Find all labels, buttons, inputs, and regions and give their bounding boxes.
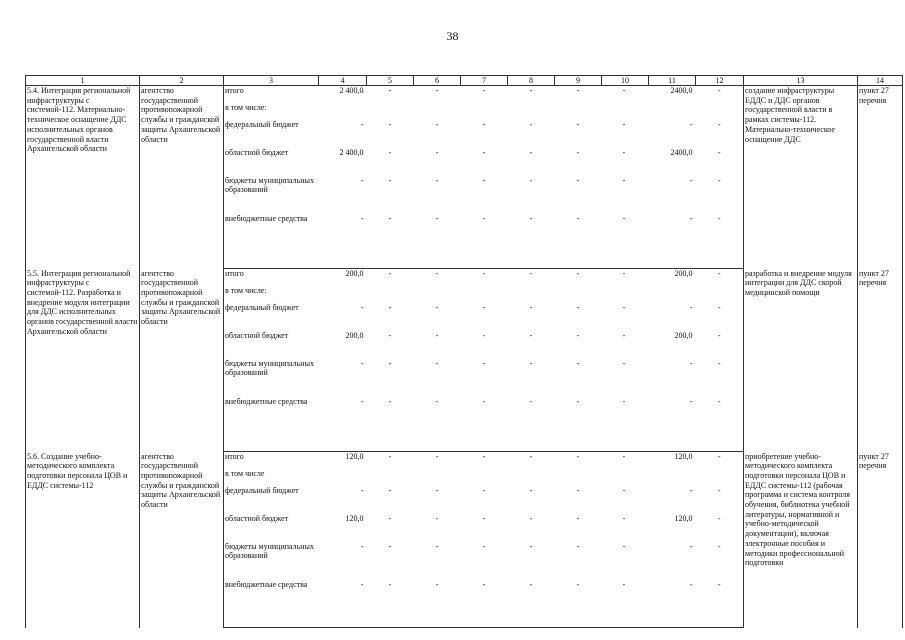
year-value: 120,0 [674,452,693,461]
column-number-row [26,76,903,86]
year-value [414,286,461,303]
activity-title: 5.4. Интеграция региональной инфраструктуры с системой-112. Материально-техническое оснащение ДДС исполнительных органов государственной власти Архангельской области [26,86,140,269]
year-value: - [576,330,580,340]
year-value: - [482,119,486,129]
table-row [26,269,903,286]
year-value: - [717,452,721,461]
year-value: - [717,358,721,368]
year-value: - [576,147,580,157]
total-value: - [360,485,364,495]
year-value: - [622,330,626,340]
year-value: - [435,330,439,340]
year-value: - [508,397,555,452]
total-value [319,103,367,120]
year-value: - [717,119,721,129]
year-value: - [482,513,486,523]
year-value: - [717,302,721,312]
reference: пункт 27 перечня [858,269,903,452]
year-value: - [622,269,626,278]
year-value: - [602,214,649,269]
year-value: - [529,541,533,551]
year-value: - [622,86,626,95]
year-value [508,286,555,303]
funding-source: в том числе: [224,103,319,120]
year-value: - [388,86,392,95]
funding-source: в том числе: [224,286,319,303]
year-value: - [555,214,602,269]
year-value: - [529,86,533,95]
year-value: - [622,452,626,461]
total-value [319,286,367,303]
funding-source: федеральный бюджет [224,120,319,148]
table-row [26,86,903,103]
table-body [26,86,903,628]
total-value: 120,0 [345,452,364,461]
year-value [367,286,414,303]
year-value: - [555,397,602,452]
year-value: - [622,513,626,523]
year-value: - [622,175,626,185]
year-value: - [482,485,486,495]
year-value: - [435,358,439,368]
year-value [555,469,602,486]
column-header: 9 [555,76,602,86]
year-value: - [717,269,721,278]
year-value [696,103,744,120]
program-table [25,75,903,628]
year-value: - [576,269,580,278]
year-value: - [461,397,508,452]
year-value [461,286,508,303]
year-value: - [435,541,439,551]
year-value: 200,0 [674,269,693,278]
year-value: - [576,541,580,551]
year-value: - [622,485,626,495]
year-value: - [461,580,508,628]
funding-source: итого [224,452,319,469]
year-value: - [414,214,461,269]
year-value: - [482,541,486,551]
total-value: - [319,214,367,269]
year-value: - [388,513,392,523]
year-value: - [689,175,693,185]
year-value: - [482,330,486,340]
column-header: 11 [649,76,696,86]
funding-source: итого [224,86,319,103]
year-value: - [461,214,508,269]
total-value: 200,0 [345,269,364,278]
year-value: - [367,397,414,452]
year-value: - [414,580,461,628]
year-value: - [388,119,392,129]
year-value: - [622,147,626,157]
column-header: 13 [744,76,858,86]
year-value: 2400,0 [670,147,693,157]
year-value: - [529,358,533,368]
year-value: - [649,580,696,628]
year-value: - [717,175,721,185]
funding-source: внебюджетные средства [224,397,319,452]
total-value [319,469,367,486]
year-value: - [388,330,392,340]
year-value: 200,0 [674,330,693,340]
year-value: - [529,452,533,461]
expected-result: разработка и внедрение модуля интеграции для ДДС скорой медицинской помощи [744,269,858,452]
expected-result: создание инфраструктуры ЕДДС и ДДС органов государственной власти в рамках системы-112. Материально-техническое оснащение ДДС [744,86,858,269]
column-header: 8 [508,76,555,86]
year-value: - [482,175,486,185]
total-value: - [360,175,364,185]
year-value: - [529,269,533,278]
column-header: 4 [319,76,367,86]
column-header: 10 [602,76,649,86]
year-value: - [696,214,744,269]
year-value: - [696,580,744,628]
year-value [649,469,696,486]
table-row [26,452,903,469]
year-value: - [717,86,721,95]
activity-title: 5.5. Интеграция региональной инфраструктуры с системой-112. Разработка и внедрение модуля интеграции для ДДС исполнительных органов государственной власти Архангельской области [26,269,140,452]
funding-source: итого [224,269,319,286]
total-value: - [360,302,364,312]
year-value: - [689,302,693,312]
year-value: - [649,397,696,452]
year-value: - [388,302,392,312]
year-value: - [529,119,533,129]
total-value: 2 400,0 [339,86,364,95]
funding-source: федеральный бюджет [224,303,319,331]
executor: агентство государственной противопожарной службы и гражданской защиты Архангельской области [140,86,224,269]
year-value: - [508,214,555,269]
executor: агентство государственной противопожарной службы и гражданской защиты Архангельской области [140,269,224,452]
year-value: - [435,119,439,129]
year-value: - [482,147,486,157]
year-value: - [435,175,439,185]
year-value: - [576,86,580,95]
funding-source: бюджеты муниципальных образований [224,542,319,580]
year-value: - [576,452,580,461]
year-value: - [435,147,439,157]
year-value [602,286,649,303]
year-value: 120,0 [674,513,693,523]
year-value: - [388,452,392,461]
year-value: - [622,541,626,551]
total-value: 200,0 [345,330,364,340]
year-value: - [482,302,486,312]
year-value: - [529,485,533,495]
year-value: - [717,147,721,157]
year-value: - [576,175,580,185]
total-value: - [360,541,364,551]
year-value [555,103,602,120]
column-header: 12 [696,76,744,86]
column-header: 3 [224,76,319,86]
funding-source: федеральный бюджет [224,486,319,514]
year-value [508,103,555,120]
total-value: - [360,358,364,368]
year-value: - [576,119,580,129]
year-value [367,103,414,120]
funding-source: бюджеты муниципальных образований [224,176,319,214]
year-value: - [529,147,533,157]
year-value: - [529,302,533,312]
year-value: - [435,452,439,461]
column-header: 6 [414,76,461,86]
year-value: - [482,269,486,278]
year-value: - [529,513,533,523]
funding-source: в том числе [224,469,319,486]
year-value: - [555,580,602,628]
year-value [602,469,649,486]
year-value: - [717,485,721,495]
year-value [461,469,508,486]
column-header: 2 [140,76,224,86]
year-value: - [435,513,439,523]
year-value [696,469,744,486]
year-value: - [388,269,392,278]
year-value: - [435,86,439,95]
reference: пункт 27 перечня [858,86,903,269]
year-value: - [388,175,392,185]
year-value: - [576,513,580,523]
year-value: - [435,485,439,495]
total-value: 2 400,0 [339,147,364,157]
year-value: - [576,302,580,312]
total-value: - [319,580,367,628]
year-value: - [622,119,626,129]
year-value: - [482,358,486,368]
year-value: - [435,269,439,278]
year-value: - [414,397,461,452]
year-value: - [689,541,693,551]
funding-source: областной бюджет [224,514,319,542]
reference: пункт 27 перечня [858,452,903,628]
year-value: - [622,302,626,312]
year-value: - [602,580,649,628]
year-value: - [482,452,486,461]
page-number: 38 [446,29,459,43]
year-value: - [622,358,626,368]
total-value: - [360,119,364,129]
year-value [414,103,461,120]
funding-source: внебюджетные средства [224,580,319,628]
year-value: - [649,214,696,269]
column-header: 14 [858,76,903,86]
total-value: 120,0 [345,513,364,523]
year-value [461,103,508,120]
year-value: - [482,86,486,95]
year-value: - [602,397,649,452]
year-value: - [689,358,693,368]
year-value [602,103,649,120]
year-value [649,103,696,120]
year-value: - [388,485,392,495]
year-value: - [717,541,721,551]
year-value: - [717,513,721,523]
year-value [555,286,602,303]
funding-source: бюджеты муниципальных образований [224,359,319,397]
year-value: - [508,580,555,628]
funding-source: областной бюджет [224,331,319,359]
year-value [367,469,414,486]
year-value: - [576,358,580,368]
year-value: - [388,358,392,368]
year-value: - [529,175,533,185]
total-value: - [319,397,367,452]
year-value: - [435,302,439,312]
year-value: - [367,580,414,628]
year-value: - [696,397,744,452]
expected-result: приобретение учебно-методического комплекта подготовки персонала ЦОВ и ЕДДС системы-112 (рабочая программа и система контроля обучения, библиотека учебной литературы, нормативной и учебно-методической документации), включая электронные пособия и методики профессиональной подготовки [744,452,858,628]
year-value: - [717,330,721,340]
year-value [696,286,744,303]
year-value [508,469,555,486]
year-value: - [367,214,414,269]
activity-title: 5.6. Создание учебно-методического комплекта подготовки персонала ЦОВ и ЕДДС системы-112 [26,452,140,628]
column-header: 5 [367,76,414,86]
year-value: 2400,0 [670,86,693,95]
column-header: 7 [461,76,508,86]
funding-source: областной бюджет [224,148,319,176]
year-value [649,286,696,303]
year-value: - [388,147,392,157]
year-value: - [576,485,580,495]
year-value [414,469,461,486]
year-value: - [689,485,693,495]
funding-source: внебюджетные средства [224,214,319,269]
executor: агентство государственной противопожарной службы и гражданской защиты Архангельской области [140,452,224,628]
column-header: 1 [26,76,140,86]
year-value: - [529,330,533,340]
year-value: - [689,119,693,129]
year-value: - [388,541,392,551]
